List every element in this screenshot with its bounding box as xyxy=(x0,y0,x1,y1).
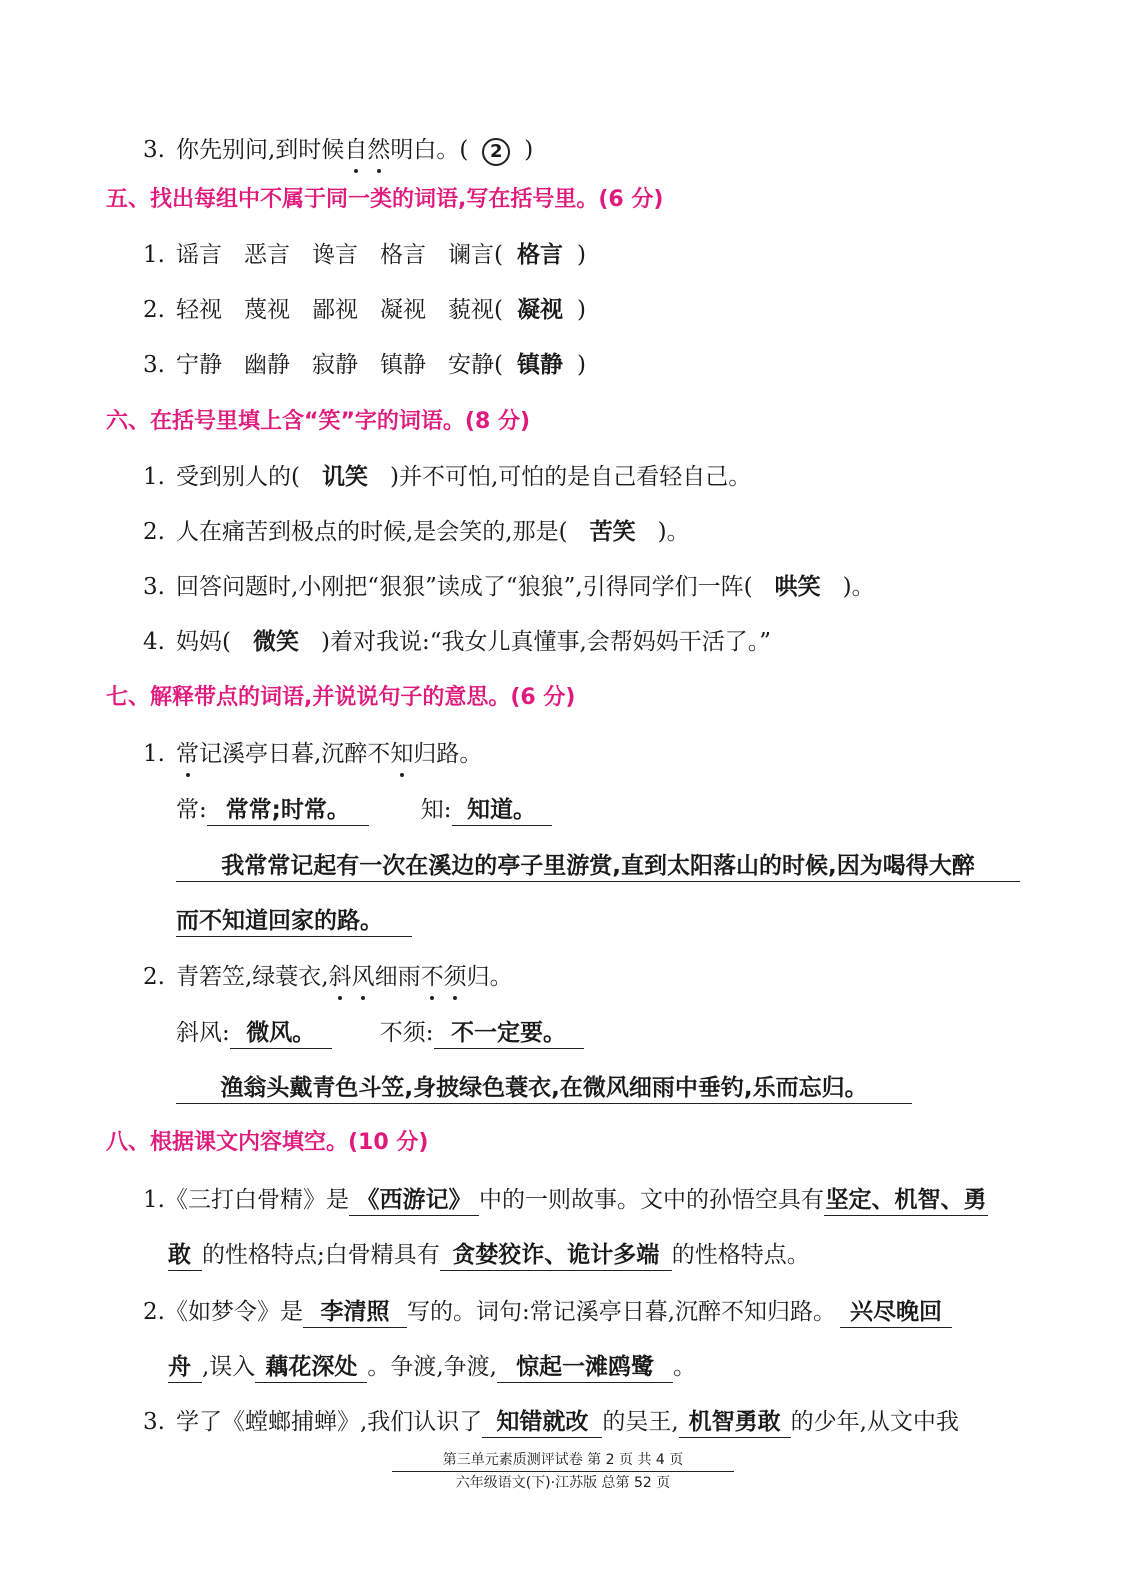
sec5-item-3: 3. 宁静 幽静 寂静 镇静 安静( 镇静 ) xyxy=(143,352,586,378)
answer-blank: 贪婪狡诈、诡计多端 xyxy=(440,1240,672,1271)
sec7-q2-words: 斜风: 微风。 不须: 不一定要。 xyxy=(176,1017,584,1049)
footer-line-1: 第三单元素质测评试卷 第 2 页 共 4 页 xyxy=(442,1452,684,1468)
sec8-q3-line1: 3. 学了《螳螂捕蝉》,我们认识了 知错就改 的吴王, 机智勇敢 的少年,从文中我 xyxy=(143,1406,959,1438)
sec8-q1-line2: 敢 的性格特点;白骨精具有 贪婪狡诈、诡计多端 的性格特点。 xyxy=(168,1239,810,1271)
sec5-item-1: 1. 谣言 恶言 谗言 格言 谰言( 格言 ) xyxy=(143,242,586,268)
answer: 微笑 xyxy=(252,629,299,655)
section-5-title: 五、找出每组中不属于同一类的词语,写在括号里。(6 分) xyxy=(106,187,664,212)
answer: 苦笑 xyxy=(589,519,636,545)
answer-blank: 藕花深处 xyxy=(255,1352,367,1383)
answer-blank: 兴尽晚回 xyxy=(840,1297,952,1328)
page-footer xyxy=(392,1451,734,1493)
sec5-item-2: 2. 轻视 蔑视 鄙视 凝视 藐视( 凝视 ) xyxy=(143,297,586,323)
answer: 凝视 xyxy=(516,297,563,323)
sec7-q1-meaning-2 xyxy=(176,905,412,937)
answer-blank: 惊起一滩鸥鹭 xyxy=(497,1352,673,1383)
sec7-q2-poem: 2. 青箬笠,绿蓑衣,斜风细雨不须归。 xyxy=(143,961,513,993)
answer-blank: 而不知道回家的路。 xyxy=(176,906,412,937)
sec7-q1-words: 常: 常常;时常。 知: 知道。 xyxy=(176,794,552,826)
answer-blank: 舟 xyxy=(168,1352,202,1383)
q4-item-3: 3. 你先别问,到时候自然明白。( 2 ) xyxy=(143,134,533,166)
sec6-item-3: 3. 回答问题时,小刚把“狠狠”读成了“狼狼”,引得同学们一阵( 哄笑 )。 xyxy=(143,574,875,600)
answer: 镇静 xyxy=(516,352,563,378)
sec8-q1-line1: 1.《三打白骨精》是 《西游记》 中的一则故事。文中的孙悟空具有坚定、机智、勇 xyxy=(143,1184,988,1216)
answer-blank: 敢 xyxy=(168,1240,202,1271)
answer-blank: 不一定要。 xyxy=(434,1018,584,1049)
sec7-q1-meaning-1 xyxy=(176,850,1020,882)
answer-blank: 常常;时常。 xyxy=(207,795,369,826)
sec6-item-1: 1. 受到别人的( 讥笑 )并不可怕,可怕的是自己看轻自己。 xyxy=(143,464,752,490)
footer-line-2: 六年级语文(下)·江苏版 总第 52 页 xyxy=(455,1475,671,1491)
footer-divider xyxy=(392,1471,734,1472)
answer-blank: 《西游记》 xyxy=(349,1185,479,1216)
sec8-q2-line1: 2.《如梦令》是 李清照 写的。词句:常记溪亭日暮,沉醉不知归路。 兴尽晚回 xyxy=(143,1296,952,1328)
answer-blank: 知道。 xyxy=(452,795,552,826)
section-7-title: 七、解释带点的词语,并说说句子的意思。(6 分) xyxy=(106,685,576,710)
answer: 讥笑 xyxy=(321,464,368,490)
section-8-title: 八、根据课文内容填空。(10 分) xyxy=(106,1130,429,1155)
answer-blank: 坚定、机智、勇 xyxy=(824,1185,988,1216)
sec6-item-4: 4. 妈妈( 微笑 )着对我说:“我女儿真懂事,会帮妈妈干活了。” xyxy=(143,629,772,655)
answer-blank: 李清照 xyxy=(303,1297,407,1328)
sec7-q1-poem: 1. 常记溪亭日暮,沉醉不知归路。 xyxy=(143,738,482,770)
answer-blank: 微风。 xyxy=(230,1018,332,1049)
answer-blank: 机智勇敢 xyxy=(679,1407,791,1438)
answer-blank: 我常常记起有一次在溪边的亭子里游赏,直到太阳落山的时候,因为喝得大醉 xyxy=(176,851,1020,882)
answer-blank: 知错就改 xyxy=(482,1407,602,1438)
sec7-q2-meaning xyxy=(176,1072,912,1104)
sec6-item-2: 2. 人在痛苦到极点的时候,是会笑的,那是( 苦笑 )。 xyxy=(143,519,690,545)
section-6-title: 六、在括号里填上含“笑”字的词语。(8 分) xyxy=(106,409,530,434)
sec8-q2-line2: 舟 ,误入 藕花深处 。争渡,争渡, 惊起一滩鸥鹭 。 xyxy=(168,1351,696,1383)
answer: 格言 xyxy=(516,242,563,268)
answer-blank: 渔翁头戴青色斗笠,身披绿色蓑衣,在微风细雨中垂钓,乐而忘归。 xyxy=(176,1073,912,1104)
circled-answer: 2 xyxy=(482,138,510,166)
answer: 哄笑 xyxy=(774,574,821,600)
